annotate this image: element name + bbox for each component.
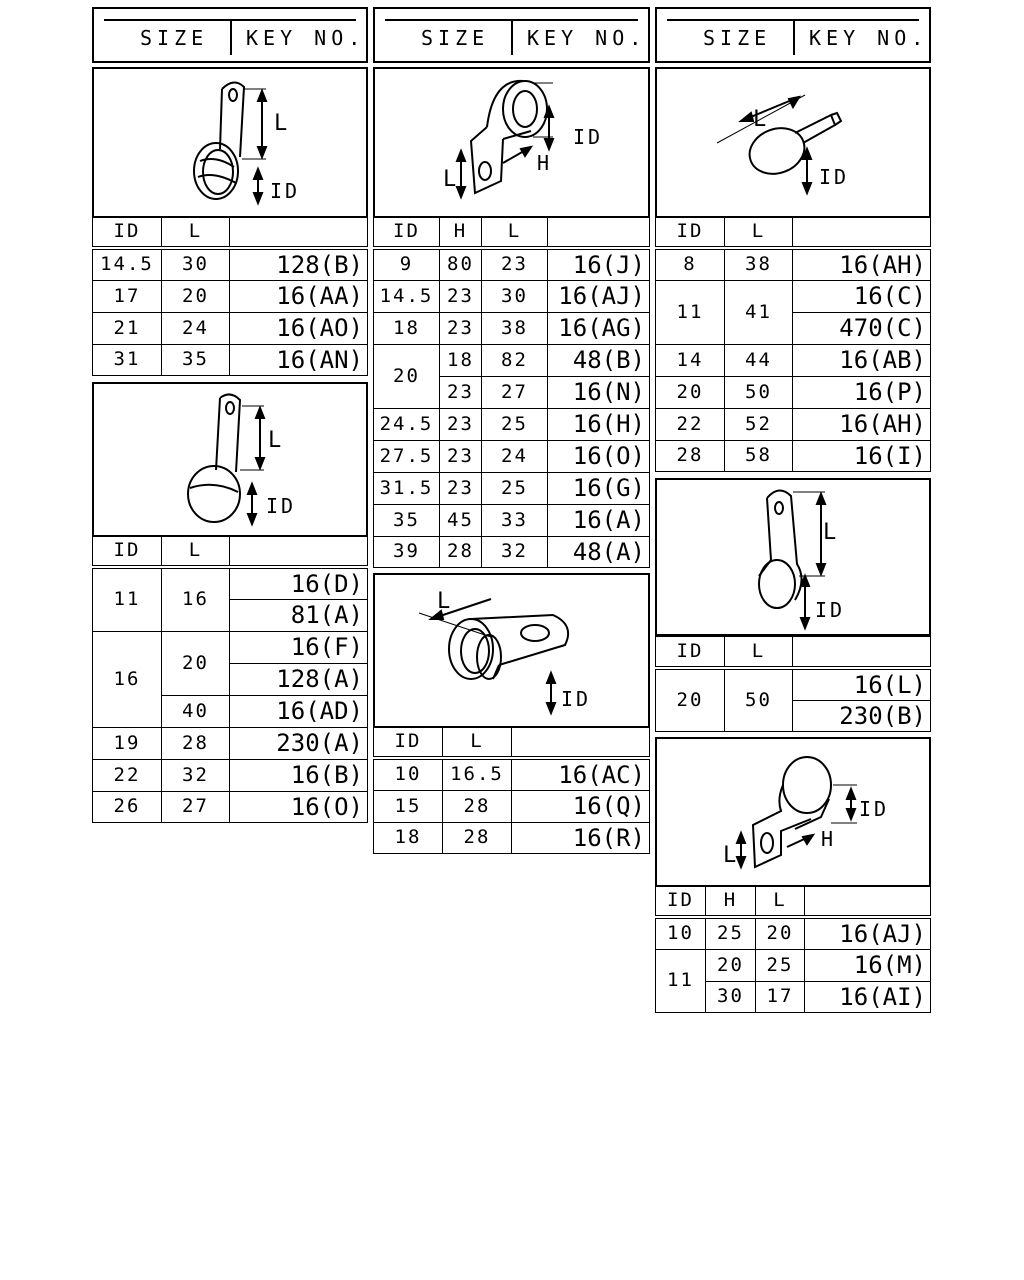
dim-l-label: L (823, 520, 837, 545)
size-cell: 82 (482, 344, 548, 376)
key-no-cell: 16(AH) (793, 248, 931, 280)
table-row (374, 536, 650, 567)
size-cell: 14 (656, 344, 725, 376)
size-cell: 11 (93, 567, 162, 631)
table-row (374, 312, 650, 344)
size-cell: 24 (482, 440, 548, 472)
clamp-drawing-c3c (655, 737, 931, 887)
size-cell: 41 (725, 280, 793, 344)
col-l: L (756, 886, 805, 918)
key-no-cell: 16(AC) (512, 758, 650, 790)
table-row (93, 631, 368, 663)
size-cell: 28 (162, 727, 230, 759)
size-cell: 10 (374, 758, 443, 790)
col-l: L (725, 637, 793, 669)
size-cell: 50 (725, 668, 793, 731)
table-row (93, 312, 368, 344)
size-cell: 20 (656, 668, 725, 731)
col-id: ID (374, 727, 443, 759)
size-cell: 27 (482, 376, 548, 408)
size-cell: 19 (93, 727, 162, 759)
col-h: H (706, 886, 756, 918)
size-cell: 28 (443, 790, 512, 822)
table-header-row (93, 217, 368, 249)
key-no-cell: 16(Q) (512, 790, 650, 822)
table-c2b (373, 726, 650, 854)
table-row (374, 248, 650, 280)
col-key (230, 536, 368, 568)
key-no-cell: 128(B) (230, 248, 368, 280)
dim-id-label: ID (573, 125, 604, 149)
size-cell: 24 (162, 312, 230, 344)
table-row (93, 567, 368, 599)
key-no-cell: 16(AH) (793, 408, 931, 440)
size-cell: 16 (93, 631, 162, 727)
size-cell: 18 (374, 822, 443, 853)
size-cell: 33 (482, 504, 548, 536)
size-cell: 32 (482, 536, 548, 567)
col-l: L (162, 217, 230, 249)
clamp-drawing-c3b (655, 478, 931, 636)
clamp-drawing-c2b (373, 573, 650, 728)
col-l: L (482, 217, 548, 249)
key-no-cell: 16(A) (548, 504, 650, 536)
dim-l-label: L (443, 167, 457, 192)
size-label: SIZE (703, 26, 772, 50)
size-cell: 10 (656, 917, 706, 949)
table-row (374, 344, 650, 376)
table-row (374, 822, 650, 853)
size-label: SIZE (421, 26, 490, 50)
table-row (374, 472, 650, 504)
size-cell: 58 (725, 440, 793, 471)
key-no-cell: 16(F) (230, 631, 368, 663)
table-row (656, 917, 931, 949)
table-header-row (374, 727, 650, 759)
table-row (374, 440, 650, 472)
size-cell: 23 (440, 440, 482, 472)
col-key (793, 637, 931, 669)
size-cell: 28 (656, 440, 725, 471)
table-c3b (655, 636, 931, 732)
size-cell: 50 (725, 376, 793, 408)
key-no-cell: 16(H) (548, 408, 650, 440)
key-no-cell: 48(A) (548, 536, 650, 567)
key-no-cell: 16(AG) (548, 312, 650, 344)
size-cell: 30 (482, 280, 548, 312)
size-cell: 8 (656, 248, 725, 280)
size-cell: 20 (706, 949, 756, 981)
key-no-cell: 16(AB) (793, 344, 931, 376)
size-cell: 23 (440, 312, 482, 344)
table-row (93, 248, 368, 280)
col-id: ID (656, 217, 725, 249)
key-no-cell: 16(AI) (805, 981, 931, 1012)
key-no-cell: 81(A) (230, 599, 368, 631)
key-no-cell: 16(O) (548, 440, 650, 472)
table-header-row (656, 637, 931, 669)
key-no-cell: 16(R) (512, 822, 650, 853)
table-row (374, 408, 650, 440)
key-no-cell: 16(L) (793, 668, 931, 700)
size-cell: 14.5 (374, 280, 440, 312)
size-cell: 23 (440, 408, 482, 440)
table-row (374, 504, 650, 536)
table-header-row (93, 536, 368, 568)
size-cell: 35 (374, 504, 440, 536)
dim-id-label: ID (266, 494, 297, 518)
key-no-cell: 16(AN) (230, 344, 368, 375)
table-row (656, 668, 931, 700)
table-c3c (655, 885, 931, 1013)
size-cell: 20 (656, 376, 725, 408)
size-cell: 32 (162, 759, 230, 791)
key-no-label: KEY NO. (809, 26, 929, 50)
col-key (805, 886, 931, 918)
key-no-cell: 16(AJ) (548, 280, 650, 312)
clamp-drawing-c1b (92, 382, 368, 537)
dim-id-label: ID (270, 179, 301, 203)
size-cell: 30 (706, 981, 756, 1012)
size-cell: 23 (440, 280, 482, 312)
size-label: SIZE (140, 26, 209, 50)
size-cell: 18 (374, 312, 440, 344)
table-row (656, 376, 931, 408)
dim-l-label: L (753, 107, 767, 132)
size-cell: 28 (440, 536, 482, 567)
clamp-drawing-c2a (373, 67, 650, 218)
col-id: ID (374, 217, 440, 249)
table-header-row (656, 217, 931, 249)
size-cell: 17 (93, 280, 162, 312)
table-row (93, 280, 368, 312)
size-cell: 20 (374, 344, 440, 408)
size-cell: 35 (162, 344, 230, 375)
size-cell: 31.5 (374, 472, 440, 504)
size-cell: 25 (706, 917, 756, 949)
table-row (656, 280, 931, 312)
dim-id-label: ID (819, 165, 850, 189)
header-col3 (655, 7, 931, 63)
key-no-cell: 48(B) (548, 344, 650, 376)
size-cell: 27.5 (374, 440, 440, 472)
dim-h-label: H (537, 151, 550, 175)
key-no-cell: 230(A) (230, 727, 368, 759)
size-cell: 38 (482, 312, 548, 344)
table-c2a (373, 216, 650, 568)
col-key (230, 217, 368, 249)
table-header-row (656, 886, 931, 918)
size-cell: 30 (162, 248, 230, 280)
clamp-drawing-c3a (655, 67, 931, 218)
key-no-cell: 16(J) (548, 248, 650, 280)
clamp-drawing-c1a (92, 67, 368, 218)
table-row (93, 791, 368, 822)
dim-h-label: H (821, 827, 834, 851)
table-c3a (655, 216, 931, 472)
size-cell: 22 (656, 408, 725, 440)
size-cell: 20 (162, 280, 230, 312)
size-cell: 38 (725, 248, 793, 280)
size-cell: 16 (162, 567, 230, 631)
key-no-cell: 16(P) (793, 376, 931, 408)
table-c1a (92, 216, 368, 376)
size-cell: 11 (656, 280, 725, 344)
col-key (512, 727, 650, 759)
col-id: ID (93, 536, 162, 568)
size-cell: 14.5 (93, 248, 162, 280)
dim-l-label: L (268, 428, 282, 453)
key-no-cell: 16(AD) (230, 695, 368, 727)
size-cell: 25 (482, 472, 548, 504)
header-col1 (92, 7, 368, 63)
table-row (93, 759, 368, 791)
size-cell: 26 (93, 791, 162, 822)
size-cell: 11 (656, 949, 706, 1012)
key-no-cell: 16(I) (793, 440, 931, 471)
header-col2 (373, 7, 650, 63)
size-cell: 24.5 (374, 408, 440, 440)
size-cell: 52 (725, 408, 793, 440)
table-row (93, 344, 368, 375)
size-cell: 22 (93, 759, 162, 791)
dim-l-label: L (437, 589, 451, 614)
size-cell: 25 (482, 408, 548, 440)
table-row (656, 248, 931, 280)
col-h: H (440, 217, 482, 249)
dim-id-label: ID (859, 797, 890, 821)
table-header-row (374, 217, 650, 249)
key-no-label: KEY NO. (527, 26, 647, 50)
size-cell: 39 (374, 536, 440, 567)
key-no-cell: 16(M) (805, 949, 931, 981)
size-cell: 27 (162, 791, 230, 822)
key-no-cell: 230(B) (793, 700, 931, 731)
key-no-cell: 16(N) (548, 376, 650, 408)
col-key (548, 217, 650, 249)
size-cell: 18 (440, 344, 482, 376)
size-cell: 40 (162, 695, 230, 727)
size-cell: 21 (93, 312, 162, 344)
table-row (656, 344, 931, 376)
dim-id-label: ID (815, 598, 846, 622)
size-cell: 31 (93, 344, 162, 375)
size-cell: 16.5 (443, 758, 512, 790)
col-id: ID (656, 637, 725, 669)
key-no-cell: 128(A) (230, 663, 368, 695)
size-cell: 9 (374, 248, 440, 280)
size-cell: 17 (756, 981, 805, 1012)
key-no-label: KEY NO. (246, 26, 366, 50)
dim-l-label: L (723, 843, 737, 868)
table-row (656, 949, 931, 981)
table-row (374, 280, 650, 312)
table-row (656, 440, 931, 471)
key-no-cell: 16(G) (548, 472, 650, 504)
col-id: ID (656, 886, 706, 918)
size-cell: 23 (440, 472, 482, 504)
size-cell: 23 (482, 248, 548, 280)
table-c1b (92, 535, 368, 823)
col-l: L (443, 727, 512, 759)
key-no-cell: 16(AJ) (805, 917, 931, 949)
table-row (93, 727, 368, 759)
table-row (374, 758, 650, 790)
size-cell: 20 (756, 917, 805, 949)
size-cell: 25 (756, 949, 805, 981)
dim-id-label: ID (561, 687, 592, 711)
size-cell: 28 (443, 822, 512, 853)
col-key (793, 217, 931, 249)
key-no-cell: 16(AA) (230, 280, 368, 312)
key-no-cell: 16(C) (793, 280, 931, 312)
key-no-cell: 16(B) (230, 759, 368, 791)
size-cell: 44 (725, 344, 793, 376)
key-no-cell: 470(C) (793, 312, 931, 344)
size-cell: 45 (440, 504, 482, 536)
key-no-cell: 16(D) (230, 567, 368, 599)
size-cell: 80 (440, 248, 482, 280)
size-cell: 15 (374, 790, 443, 822)
size-cell: 23 (440, 376, 482, 408)
dim-l-label: L (274, 111, 288, 136)
size-cell: 20 (162, 631, 230, 695)
key-no-cell: 16(AO) (230, 312, 368, 344)
col-id: ID (93, 217, 162, 249)
col-l: L (162, 536, 230, 568)
col-l: L (725, 217, 793, 249)
key-no-cell: 16(O) (230, 791, 368, 822)
table-row (656, 408, 931, 440)
table-row (374, 790, 650, 822)
